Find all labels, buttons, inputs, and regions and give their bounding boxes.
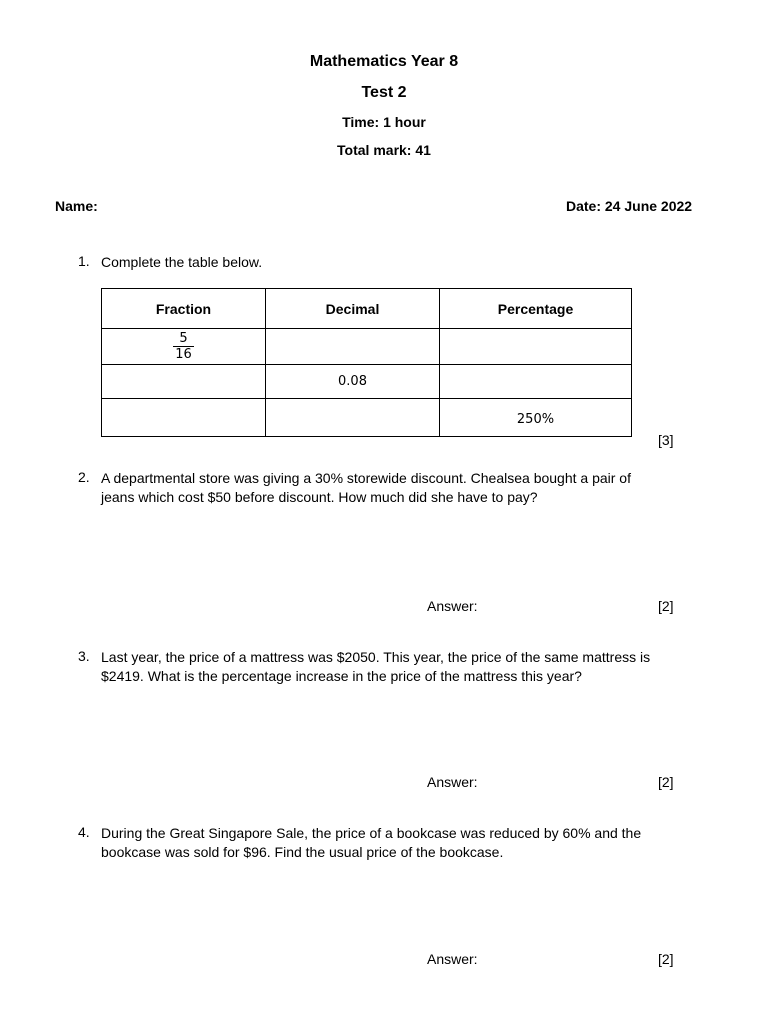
mark-allocation: [3] — [658, 432, 674, 448]
table-header-row — [102, 289, 632, 329]
table-row — [102, 365, 632, 399]
question-number: 4. — [78, 824, 90, 840]
cell-fraction[interactable] — [102, 329, 266, 365]
question-text-line-1: Last year, the price of a mattress was $2050. This year, the price of the same mattress is — [101, 649, 651, 665]
table-row — [102, 329, 632, 365]
fraction-value — [173, 331, 194, 362]
question-text-line-1: During the Great Singapore Sale, the price of a bookcase was reduced by 60% and the — [101, 825, 642, 841]
question-text-line-2: bookcase was sold for $96. Find the usual price of the bookcase. — [101, 844, 504, 860]
date-label: Date: 24 June 2022 — [566, 198, 693, 214]
time-allowed: Time: 1 hour — [342, 114, 426, 130]
cell-percentage[interactable] — [440, 329, 632, 365]
question-number: 3. — [78, 648, 90, 664]
fraction-numerator: 5 — [173, 331, 194, 347]
conversion-table — [101, 288, 632, 437]
question-number: 1. — [78, 253, 90, 269]
question-number: 2. — [78, 469, 90, 485]
column-header-percentage: Percentage — [440, 289, 632, 329]
mark-allocation: [2] — [658, 598, 674, 614]
cell-decimal[interactable] — [266, 399, 440, 437]
cell-percentage[interactable] — [440, 365, 632, 399]
answer-label: Answer: — [427, 774, 478, 790]
question-text: Complete the table below. — [101, 254, 263, 270]
question-text-line-2: jeans which cost $50 before discount. How much did she have to pay? — [101, 489, 538, 505]
mark-allocation: [2] — [658, 951, 674, 967]
column-header-decimal: Decimal — [266, 289, 440, 329]
test-number: Test 2 — [361, 84, 407, 101]
name-label: Name: — [55, 198, 98, 214]
question-text-line-2: $2419. What is the percentage increase in the price of the mattress this year? — [101, 668, 582, 684]
question-text-line-1: A departmental store was giving a 30% storewide discount. Chealsea bought a pair of — [101, 470, 631, 486]
cell-fraction[interactable] — [102, 365, 266, 399]
column-header-fraction: Fraction — [102, 289, 266, 329]
fraction-denominator: 16 — [175, 347, 192, 362]
answer-label: Answer: — [427, 951, 478, 967]
cell-fraction[interactable] — [102, 399, 266, 437]
table-row — [102, 399, 632, 437]
cell-percentage: 250% — [440, 399, 632, 437]
document-title: Mathematics Year 8 — [309, 53, 459, 70]
total-mark: Total mark: 41 — [337, 142, 431, 158]
answer-label: Answer: — [427, 598, 478, 614]
mark-allocation: [2] — [658, 774, 674, 790]
cell-decimal: 0.08 — [266, 365, 440, 399]
cell-decimal[interactable] — [266, 329, 440, 365]
